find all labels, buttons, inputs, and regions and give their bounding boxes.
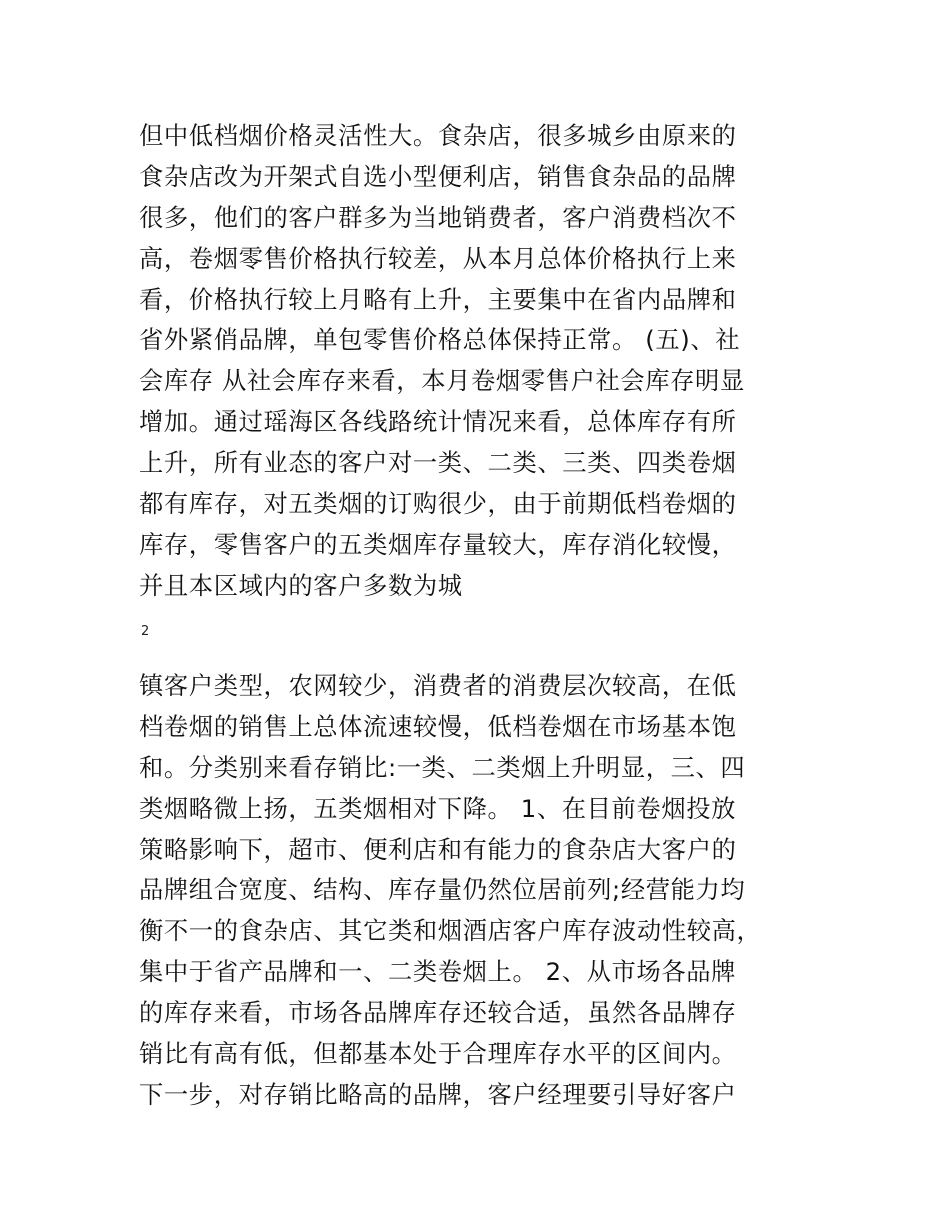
text-line: 都有库存，对五类烟的订购很少，由于前期低档卷烟的 <box>139 489 737 519</box>
text-line: 食杂店改为开架式自选小型便利店，销售食杂品的品牌 <box>139 161 737 191</box>
text-line: 衡不一的食杂店、其它类和烟酒店客户库存波动性较高， <box>139 916 762 946</box>
text-block-top <box>139 116 829 607</box>
text-line: 策略影响下，超市、便利店和有能力的食杂店大客户的 <box>139 834 737 864</box>
text-line: 的库存来看，市场各品牌库存还较合适，虽然各品牌存 <box>139 998 737 1028</box>
text-line: 增加。通过瑶海区各线路统计情况来看，总体库存有所 <box>139 407 737 437</box>
text-line: 看，价格执行较上月略有上升，主要集中在省内品牌和 <box>139 284 737 314</box>
text-line: 集中于省产品牌和一、二类卷烟上。 2、从市场各品牌 <box>139 957 737 987</box>
page-number: 2 <box>141 624 150 639</box>
text-line: 档卷烟的销售上总体流速较慢，低档卷烟在市场基本饱 <box>139 711 737 741</box>
text-line: 镇客户类型，农网较少，消费者的消费层次较高，在低 <box>139 671 737 700</box>
text-line: 销比有高有低，但都基本处于合理库存水平的区间内。 <box>139 1039 737 1069</box>
text-line: 很多，他们的客户群多为当地销费者，客户消费档次不 <box>139 202 737 232</box>
text-line: 但中低档烟价格灵活性大。食杂店，很多城乡由原来的 <box>139 121 737 150</box>
text-line: 上升，所有业态的客户对一类、二类、三类、四类卷烟 <box>139 448 737 478</box>
text-line: 并且本区域内的客户多数为城 <box>139 570 463 600</box>
text-line: 库存，零售客户的五类烟库存量较大，库存消化较慢， <box>139 529 737 559</box>
text-block-bottom <box>139 666 829 1116</box>
text-line: 高，卷烟零售价格执行较差，从本月总体价格执行上来 <box>139 243 737 273</box>
text-line: 会库存 从社会库存来看，本月卷烟零售户社会库存明显 <box>139 366 745 396</box>
text-line: 下一步，对存销比略高的品牌，客户经理要引导好客户 <box>139 1079 737 1109</box>
text-line: 和。分类别来看存销比:一类、二类烟上升明显，三、四 <box>139 752 746 782</box>
text-line: 省外紧俏品牌，单包零售价格总体保持正常。 (五)、社 <box>139 325 741 355</box>
text-line: 类烟略微上扬，五类烟相对下降。 1、在目前卷烟投放 <box>139 793 737 823</box>
text-line: 品牌组合宽度、结构、库存量仍然位居前列;经营能力均 <box>139 875 746 905</box>
